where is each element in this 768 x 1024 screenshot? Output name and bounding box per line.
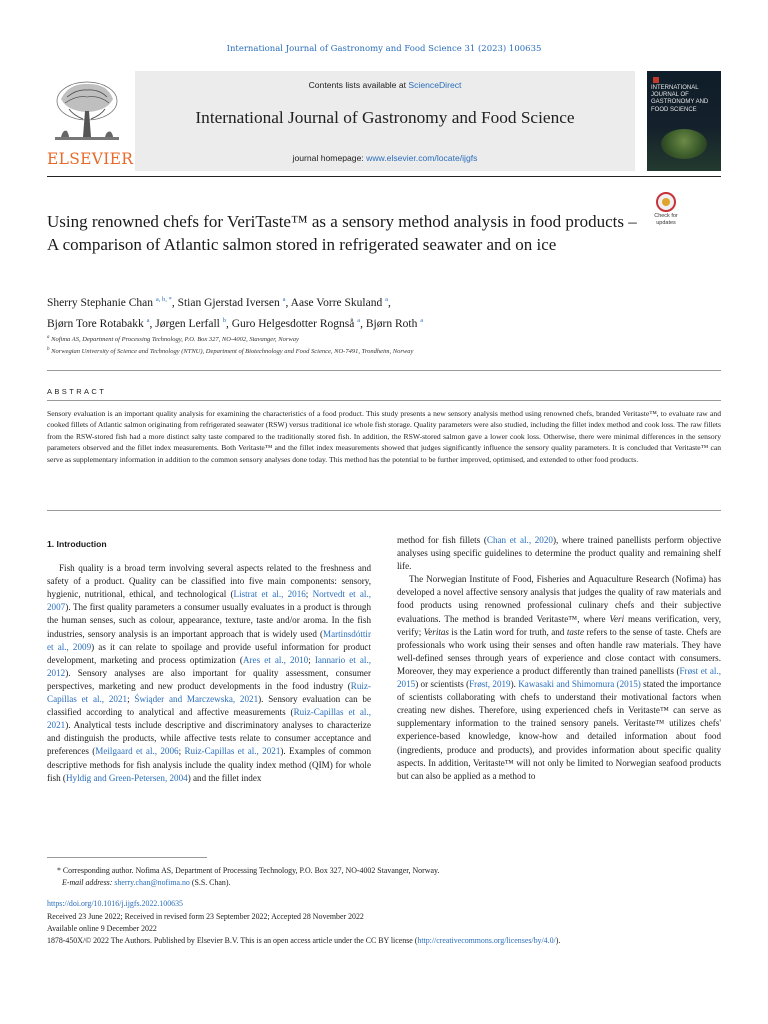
author-item[interactable]: Stian Gjerstad Iversen $^a$ — [177, 296, 286, 309]
section-heading-introduction: 1. Introduction — [47, 539, 107, 549]
body-column-left — [47, 534, 371, 785]
abstract-top-rule — [47, 400, 721, 401]
citation-link[interactable]: Iannario et al., 2012 — [47, 654, 371, 678]
homepage-line — [135, 153, 635, 163]
paragraph-text: The Norwegian Institute of Food, Fisheries and Aquaculture Research (Nofima) has developed a novel affective sensory analysis that judges the quality of raw materials and food products using renowned professional culinary chefs and their subjective evaluations. The method is branded Veritaste™, where — [397, 574, 721, 624]
cover-journal-text: INTERNATIONAL JOURNAL OF GASTRONOMY AND FOOD SCIENCE — [651, 85, 709, 113]
paragraph-text: ; — [308, 654, 315, 665]
homepage-prefix: journal homepage: — [292, 153, 367, 163]
citation-link[interactable]: Ruiz-Capillas et al., 2021 — [47, 707, 371, 731]
elsevier-tree-icon — [47, 75, 127, 149]
citation-link[interactable]: Świąder and Marczewska, 2021 — [134, 694, 259, 705]
paragraph-text: ) or scientists ( — [415, 679, 470, 690]
paragraph-text: stated the importance of scientists collaborating with chefs to understand their motivational factors when creating new dishes. Therefore, using experienced chefs in Veritaste™ can serve as supplementary information to the trained sensory panels. Veritaste™ utilizes chefs' experience-based knowledge, know-how and detailed information about food (ingredients, produce and products), and provides information about specific quality aspects. In addition, Veritaste™ will not only be limited to Norwegian seafood products but can also be applied as a method to — [397, 679, 722, 781]
citation-link[interactable]: Listrat et al., 2016 — [233, 589, 306, 600]
email-label: E-mail address: — [62, 878, 115, 887]
body-column-right — [397, 534, 721, 783]
body-paragraph — [397, 573, 721, 783]
italic-term: Veri — [609, 613, 625, 624]
author-item[interactable]: Guro Helgesdotter Rognså $^a$ — [231, 317, 361, 330]
paragraph-text: ) as it can relate to spoilage and provide useful information for product development, marketing and process optimization ( — [47, 641, 371, 665]
author-list: Sherry Stephanie Chan $^{a, b, *}$, Stian Gjerstad Iversen $^a$, Aase Vorre Skuland $^a$, Bjørn Tore Rotabakk $^a$, Jørgen Lerfall $^b$, Guro Helgesdotter Rognså $^a$, Bjørn Roth $^a$ — [47, 296, 424, 330]
body-paragraph — [397, 534, 721, 573]
elsevier-logo[interactable] — [47, 75, 134, 171]
sciencedirect-link[interactable]: ScienceDirect — [408, 80, 462, 90]
email-note — [62, 877, 762, 888]
paragraph-text: Fish quality is a broad term involving several aspects related to the freshness and safety of a product. Quality can be classified into five main components: sensory, hygienic, nutritional, ethical, and technological ( — [47, 563, 371, 600]
citation-link[interactable]: Ares et al., 2010 — [242, 654, 309, 665]
paragraph-text: ) and the fillet index — [187, 772, 262, 783]
available-online: Available online 9 December 2022 — [47, 924, 157, 933]
email-suffix: (S.S. Chan). — [189, 878, 231, 887]
email-link[interactable]: sherry.chan@nofima.no — [114, 878, 190, 887]
paragraph-text: ; — [178, 746, 185, 757]
citation-link[interactable]: Meilgaard et al., 2006 — [95, 746, 179, 757]
masthead-banner — [135, 71, 635, 171]
paragraph-text: ; — [127, 694, 135, 705]
paragraph-text: method for fish fillets ( — [397, 535, 487, 545]
cover-logo-mark — [653, 77, 659, 83]
doi-link[interactable]: https://doi.org/10.1016/j.ijgfs.2022.100635 — [47, 899, 183, 908]
citation-link[interactable]: Kawasaki and Shimomura (2015) — [518, 679, 641, 690]
paragraph-text: ). Sensory evaluation can be classified according to analytical and affective measurements ( — [47, 694, 371, 718]
journal-title: International Journal of Gastronomy and Food Science — [195, 108, 575, 127]
header-divider — [47, 176, 721, 177]
left-column-text — [47, 562, 371, 785]
paragraph-text: means verification, very, verify; — [397, 613, 721, 637]
paragraph-text: ), where trained panellists perform objective analyses using specific guidelines to determine the product quality and remaining shelf life. — [397, 535, 721, 572]
paragraph-text: ; — [305, 589, 313, 600]
journal-homepage-link[interactable]: www.elsevier.com/locate/ijgfs — [366, 153, 478, 163]
journal-masthead — [47, 71, 721, 171]
abstract-bottom-rule — [47, 510, 721, 511]
check-for-updates-badge[interactable] — [647, 192, 685, 232]
cover-food-image — [661, 129, 707, 159]
corresponding-author-note: * Corresponding author. Nofima AS, Department of Processing Technology, P.O. Box 327, NO-4002 Stavanger, Norway. — [57, 866, 440, 875]
paragraph-text: refers to the sense of taste. Chefs are professionals who work using their senses and often handle raw materials. They have well-defined senses through years of experience and close contact with consumers. Moreover, they may experience a product differently than trained panellists ( — [397, 626, 722, 676]
paragraph-text: ). The first quality parameters a consumer usually evaluates in a product is through the human senses, such as colour, appearance, texture, taste and/or aroma. In the fish industries, sensory analysis is an important approach that is widely used ( — [47, 602, 371, 639]
body-paragraph — [47, 562, 371, 785]
italic-term: taste — [566, 626, 584, 637]
journal-reference[interactable]: International Journal of Gastronomy and Food Science 31 (2023) 100635 — [226, 44, 542, 54]
paragraph-text: ). — [510, 679, 519, 690]
citation-link[interactable]: Frøst et al., 2015 — [397, 665, 721, 690]
citation-link[interactable]: Martinsdóttir et al., 2009 — [47, 628, 371, 652]
abstract-heading: ABSTRACT — [47, 387, 107, 396]
citation-link[interactable]: Hyldig and Green-Petersen, 2004 — [65, 772, 188, 783]
paragraph-text: ). Sensory analyses are also important for quality assessment, consumer perspectives, marketing and new product developments in the food industry ( — [47, 667, 371, 691]
check-updates-label: Check for updates — [654, 213, 678, 226]
check-updates-icon — [656, 192, 676, 212]
contents-line — [135, 80, 635, 90]
author-item[interactable]: Sherry Stephanie Chan $^{a, b, *}$ — [47, 296, 172, 309]
affiliation-b: $^b$ Norwegian University of Science and Technology (NTNU), Department of Biotechnology and Food Science, NO-7491, Trondheim, Norway — [47, 347, 414, 355]
citation-link[interactable]: Chan et al., 2020 — [486, 535, 553, 545]
author-item[interactable]: Bjørn Roth $^a$ — [365, 317, 424, 330]
article-title: Using renowned chefs for VeriTaste™ as a sensory method analysis in food products – A comparison of Atlantic salmon stored in refrigerated seawater and on ice — [47, 212, 637, 254]
license-note: 1878-450X/© 2022 The Authors. Published by Elsevier B.V. This is an open access article under the CC BY license (http://creativecommons.org/licenses/by/4.0/). — [47, 936, 561, 945]
author-item[interactable]: Bjørn Tore Rotabakk $^a$ — [47, 317, 150, 330]
italic-term: Veritas — [423, 626, 449, 637]
affiliation-divider — [47, 370, 721, 371]
author-item[interactable]: Jørgen Lerfall $^b$ — [155, 317, 226, 330]
citation-link[interactable]: Ruiz-Capillas et al., 2021 — [184, 746, 281, 757]
paragraph-text: ). Analytical tests include descriptive and discriminatory analyses to characterize and distinguish the products, while affective tests relate to consumer acceptance and preferences ( — [47, 720, 371, 757]
paragraph-text: is the Latin word for truth, and — [448, 626, 567, 637]
citation-link[interactable]: Frøst, 2019 — [469, 679, 511, 690]
license-link[interactable]: http://creativecommons.org/licenses/by/4.0/ — [417, 936, 556, 945]
citation-link[interactable]: Ruiz-Capillas et al., 2021 — [47, 680, 371, 705]
received-dates: Received 23 June 2022; Received in revised form 23 September 2022; Accepted 28 November 2022 — [47, 912, 364, 921]
contents-prefix: Contents lists available at — [308, 80, 409, 90]
journal-cover-thumbnail[interactable] — [647, 71, 721, 171]
paragraph-text: ). Examples of common descriptive methods for fish analysis include the quality index method (QIM) for whole fish ( — [47, 746, 371, 783]
citation-link[interactable]: Nortvedt et al., 2007 — [47, 589, 372, 613]
affiliation-a: $^a$ Nofima AS, Department of Processing Technology, P.O. Box 327, NO-4002, Stavanger, Norway — [47, 335, 299, 343]
right-column-text — [397, 534, 721, 783]
elsevier-wordmark: ELSEVIER — [47, 150, 134, 168]
abstract-body: Sensory evaluation is an important quality analysis for examining the characteristics of a food product. This study presents a new sensory analysis method using renowned chefs, branded Veritaste™, to evaluate raw and cooked fillets of Atlantic salmon originating from refrigerated seawater (RSW) versus traditional ice whole fish storage. Quality parameters were also studied, including the fillet index method and cook loss. The raw fillets from the RSW-stored fish had a more distinct salty taste compared to the traditionally stored fish. In addition, the RSW-stored salmon gave a lower cook loss. Otherwise, there were minimal differences in the sensory parameters observed and the fillet index measurements. Both Veritaste™ and the fillet index measurements showed that judges significantly influence the sensory quality parameters. It is concluded that Veritaste™ can serve as supplementary information in addition to the common sensory analyses done today. This method has the potential to be further improved, optimised, and extended to other food products. — [47, 409, 721, 464]
author-item[interactable]: Aase Vorre Skuland $^a$ — [290, 296, 388, 309]
footnote-divider — [47, 857, 207, 858]
